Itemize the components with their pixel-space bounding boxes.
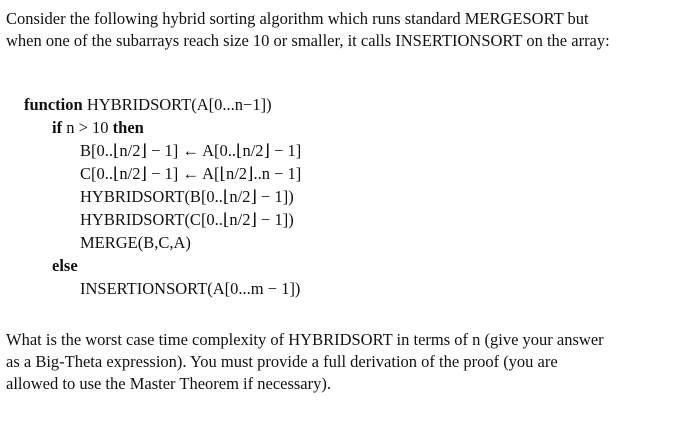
- if-keyword: if: [52, 118, 63, 137]
- if-statement: [52, 117, 144, 140]
- function-keyword: function: [24, 95, 83, 114]
- copy-right-line: C[0..⌊n/2⌋ − 1] ← A[⌊n/2⌋..n − 1]: [80, 164, 302, 183]
- recurse-left-line: HYBRIDSORT(B[0..⌊n/2⌋ − 1]): [80, 187, 294, 206]
- intro-line-2: when one of the subarrays reach size 10 or smaller, it calls INSERTIONSORT on the array:: [6, 31, 610, 50]
- then-keyword: then: [112, 118, 144, 137]
- if-condition: n > 10: [66, 118, 109, 137]
- question-line-2: as a Big-Theta expression). You must provide a full derivation of the proof (you are: [6, 352, 558, 371]
- function-signature: HYBRIDSORT(A[0...n−1]): [86, 95, 272, 114]
- insertion-sort-line: INSERTIONSORT(A[0...m − 1]): [80, 279, 301, 298]
- question-paragraph: [6, 329, 686, 395]
- question-line-3: allowed to use the Master Theorem if necessary).: [6, 374, 331, 393]
- recurse-right-line: HYBRIDSORT(C[0..⌊n/2⌋ − 1]): [80, 210, 294, 229]
- merge-line: MERGE(B,C,A): [80, 233, 191, 252]
- function-header: [24, 94, 272, 117]
- question-line-1: What is the worst case time complexity of HYBRIDSORT in terms of n (give your answer: [6, 330, 604, 349]
- intro-paragraph: [6, 8, 686, 52]
- else-keyword: else: [52, 256, 78, 275]
- intro-line-1: Consider the following hybrid sorting algorithm which runs standard MERGESORT but: [6, 9, 589, 28]
- copy-left-line: B[0..⌊n/2⌋ − 1] ← A[0..⌊n/2⌋ − 1]: [80, 141, 302, 160]
